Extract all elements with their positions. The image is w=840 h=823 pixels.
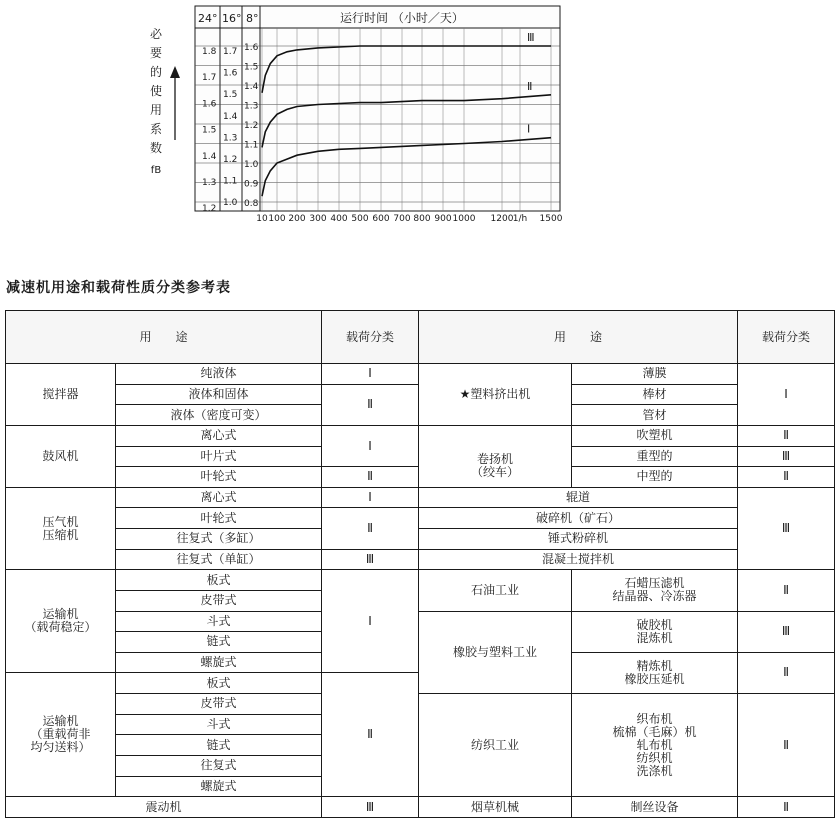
y-axis-label-char: 用 xyxy=(149,103,162,117)
x-tick-label: 300 xyxy=(309,214,327,224)
x-tick-label: 200 xyxy=(288,214,306,224)
x-tick-label: 900 xyxy=(434,214,452,224)
group-tobacco: 烟草机械 xyxy=(419,797,572,818)
group-rubber: 橡胶与塑料工业 xyxy=(419,611,572,694)
y-tick-label-col2: 1.7 xyxy=(223,47,238,57)
cell: 震动机 xyxy=(6,797,322,818)
cell: 破碎机（矿石） xyxy=(419,508,738,529)
cell: 螺旋式 xyxy=(116,652,322,673)
x-tick-label: 1200 xyxy=(490,214,514,224)
y-tick-label-col3: 0.9 xyxy=(244,179,259,190)
conveyor-heavy-line1: 运输机 xyxy=(42,714,79,729)
petroleum-a: 石蜡压滤机 xyxy=(624,576,685,591)
cell: 叶片式 xyxy=(116,446,322,467)
series-label-3: Ⅲ xyxy=(527,31,535,44)
cell: 往复式（单缸） xyxy=(116,549,322,570)
header-angle-24: 24° xyxy=(198,12,218,25)
cell: 皮带式 xyxy=(116,590,322,611)
textile-a: 织布机 xyxy=(636,711,673,726)
y-tick-label-col3: 1.1 xyxy=(244,140,259,151)
y-tick-label-col1: 1.3 xyxy=(202,178,217,188)
y-axis-label-char: 数 xyxy=(149,141,162,155)
y-tick-label-col3: 1.4 xyxy=(244,82,259,92)
cell: 链式 xyxy=(116,632,322,653)
y-tick-label-col1: 1.8 xyxy=(202,47,217,57)
x-tick-label: 1/h xyxy=(512,214,528,224)
cell: 螺旋式 xyxy=(116,776,322,797)
winch-line1: 卷扬机 xyxy=(477,452,514,467)
conveyor-stable-line1: 运输机 xyxy=(42,607,79,622)
x-tick-label: 500 xyxy=(351,214,369,224)
cell: 离心式 xyxy=(116,487,322,508)
table-title: 减速机用途和载荷性质分类参考表 xyxy=(6,280,231,296)
class-cell: Ⅰ xyxy=(738,364,835,426)
cell: 往复式（多缸） xyxy=(116,529,322,550)
class-cell: Ⅱ xyxy=(738,652,835,693)
y-tick-label-col2: 1.0 xyxy=(223,198,238,209)
class-cell: Ⅱ xyxy=(738,570,835,611)
cell: 叶轮式 xyxy=(116,508,322,529)
cell: 薄膜 xyxy=(572,364,738,385)
cell: 锤式粉碎机 xyxy=(419,529,738,550)
cell: 皮带式 xyxy=(116,694,322,715)
y-tick-label-col2: 1.2 xyxy=(223,155,238,165)
x-tick-label: 400 xyxy=(330,214,348,224)
header-usage-right: 用 途 xyxy=(419,311,738,364)
header-angle-8: 8° xyxy=(246,12,259,25)
y-tick-label-col3: 1.5 xyxy=(244,62,259,73)
x-tick-label: 800 xyxy=(413,214,431,224)
x-tick-label: 100 xyxy=(268,214,286,224)
y-tick-label-col2: 1.5 xyxy=(223,90,238,101)
conveyor-stable-line2: （载荷稳定） xyxy=(24,620,97,635)
class-cell: Ⅱ xyxy=(322,673,419,797)
group-compressor xyxy=(6,487,116,570)
series-label-2: Ⅱ xyxy=(527,79,533,93)
rubber-d: 橡胶压延机 xyxy=(624,671,685,686)
cell: 中型的 xyxy=(572,467,738,488)
class-cell: Ⅱ xyxy=(322,384,419,425)
class-cell: Ⅱ xyxy=(322,467,419,488)
group-blower: 鼓风机 xyxy=(6,425,116,487)
group-conveyor-heavy xyxy=(6,673,116,797)
cell: 液体和固体 xyxy=(116,384,322,405)
y-arrow-head xyxy=(170,66,180,78)
class-cell: Ⅰ xyxy=(322,364,419,385)
y-axis-label-char: 系 xyxy=(149,122,162,136)
x-axis-ticks xyxy=(256,214,562,224)
winch-line2: （绞车） xyxy=(471,465,520,480)
header-usage-left: 用 途 xyxy=(6,311,322,364)
conveyor-heavy-line2: （重载荷非 xyxy=(30,727,91,742)
y-tick-label-col3: 1.2 xyxy=(244,121,259,131)
cell xyxy=(572,570,738,611)
cell: 吹塑机 xyxy=(572,425,738,446)
x-tick-label: 600 xyxy=(372,214,390,224)
load-factor-chart xyxy=(0,0,840,240)
y-tick-label-col2: 1.6 xyxy=(223,68,238,79)
class-cell: Ⅱ xyxy=(322,508,419,549)
series-label-1: Ⅰ xyxy=(527,122,531,136)
cell: 板式 xyxy=(116,570,322,591)
cell: 辊道 xyxy=(419,487,738,508)
textile-b: 梳棉（毛麻）机 xyxy=(612,724,697,739)
cell: 叶轮式 xyxy=(116,467,322,488)
header-class-left: 载荷分类 xyxy=(322,311,419,364)
cell xyxy=(572,694,738,797)
y-tick-label-col2: 1.1 xyxy=(223,176,238,187)
group-textile: 纺织工业 xyxy=(419,694,572,797)
y-axis-label-char: 的 xyxy=(149,65,162,79)
cell: 重型的 xyxy=(572,446,738,467)
class-cell: Ⅲ xyxy=(322,549,419,570)
textile-e: 洗涤机 xyxy=(636,763,673,778)
x-tick-label: 1500 xyxy=(539,214,563,224)
class-cell: Ⅲ xyxy=(322,797,419,818)
class-cell: Ⅰ xyxy=(322,570,419,673)
y-tick-label-col3: 1.0 xyxy=(244,160,259,170)
y-axis-symbol: fB xyxy=(150,165,162,176)
rubber-c: 精炼机 xyxy=(636,658,673,673)
header-class-right: 载荷分类 xyxy=(738,311,835,364)
group-petroleum: 石油工业 xyxy=(419,570,572,611)
y-tick-label-col3: 0.8 xyxy=(244,199,259,209)
cell: 链式 xyxy=(116,735,322,756)
petroleum-b: 结晶器、冷冻器 xyxy=(612,589,697,604)
textile-c: 轧布机 xyxy=(636,737,673,752)
y-tick-label-col3: 1.6 xyxy=(244,43,259,53)
cell: 混凝土搅拌机 xyxy=(419,549,738,570)
compressor-line1: 压气机 xyxy=(42,514,79,529)
cell: 液体（密度可变） xyxy=(116,405,322,426)
class-cell: Ⅰ xyxy=(322,487,419,508)
cell: 纯液体 xyxy=(116,364,322,385)
load-class-table xyxy=(5,310,835,818)
cell-blank xyxy=(419,425,572,446)
header-angle-16: 16° xyxy=(222,12,242,25)
cell: 棒材 xyxy=(572,384,738,405)
y-tick-label-col1: 1.7 xyxy=(202,73,217,84)
x-tick-label: 700 xyxy=(393,214,411,224)
class-cell: Ⅱ xyxy=(738,425,835,446)
class-cell: Ⅲ xyxy=(738,611,835,652)
y-tick-label-col2: 1.4 xyxy=(223,111,238,122)
group-conveyor-stable xyxy=(6,570,116,673)
x-tick-label: 1000 xyxy=(452,214,476,224)
y-tick-label-col1: 1.6 xyxy=(202,99,217,110)
class-cell: Ⅲ xyxy=(738,487,835,570)
compressor-line2: 压缩机 xyxy=(42,527,79,542)
textile-d: 纺织机 xyxy=(636,750,673,765)
group-winch xyxy=(419,446,572,487)
y-tick-label-col2: 1.3 xyxy=(223,133,238,144)
conveyor-heavy-line3: 均匀送料） xyxy=(30,740,91,755)
class-cell: Ⅲ xyxy=(738,446,835,467)
x-tick-label: 10 xyxy=(256,214,268,224)
y-tick-label-col1: 1.4 xyxy=(202,151,217,162)
group-extruder: ★塑料挤出机 xyxy=(419,364,572,426)
class-cell: Ⅱ xyxy=(738,694,835,797)
rubber-b: 混炼机 xyxy=(636,630,673,645)
y-tick-label-col3: 1.3 xyxy=(244,101,259,112)
rubber-a: 破胶机 xyxy=(636,617,673,632)
group-mixer: 搅拌器 xyxy=(6,364,116,426)
class-cell: Ⅱ xyxy=(738,467,835,488)
y-tick-label-col1: 1.2 xyxy=(202,204,217,215)
class-cell: Ⅰ xyxy=(322,425,419,466)
cell: 斗式 xyxy=(116,611,322,632)
cell: 往复式 xyxy=(116,755,322,776)
y-tick-label-col1: 1.5 xyxy=(202,125,217,136)
y-axis-label-char: 要 xyxy=(149,46,162,60)
cell: 离心式 xyxy=(116,425,322,446)
cell: 管材 xyxy=(572,405,738,426)
cell xyxy=(572,652,738,693)
class-cell: Ⅱ xyxy=(738,797,835,818)
cell: 斗式 xyxy=(116,714,322,735)
cell: 制丝设备 xyxy=(572,797,738,818)
y-axis-label-char: 必 xyxy=(149,27,162,41)
cell: 板式 xyxy=(116,673,322,694)
cell xyxy=(572,611,738,652)
chart-header-title: 运行时间 （小时／天） xyxy=(340,11,464,25)
y-axis-label-char: 使 xyxy=(149,84,162,98)
